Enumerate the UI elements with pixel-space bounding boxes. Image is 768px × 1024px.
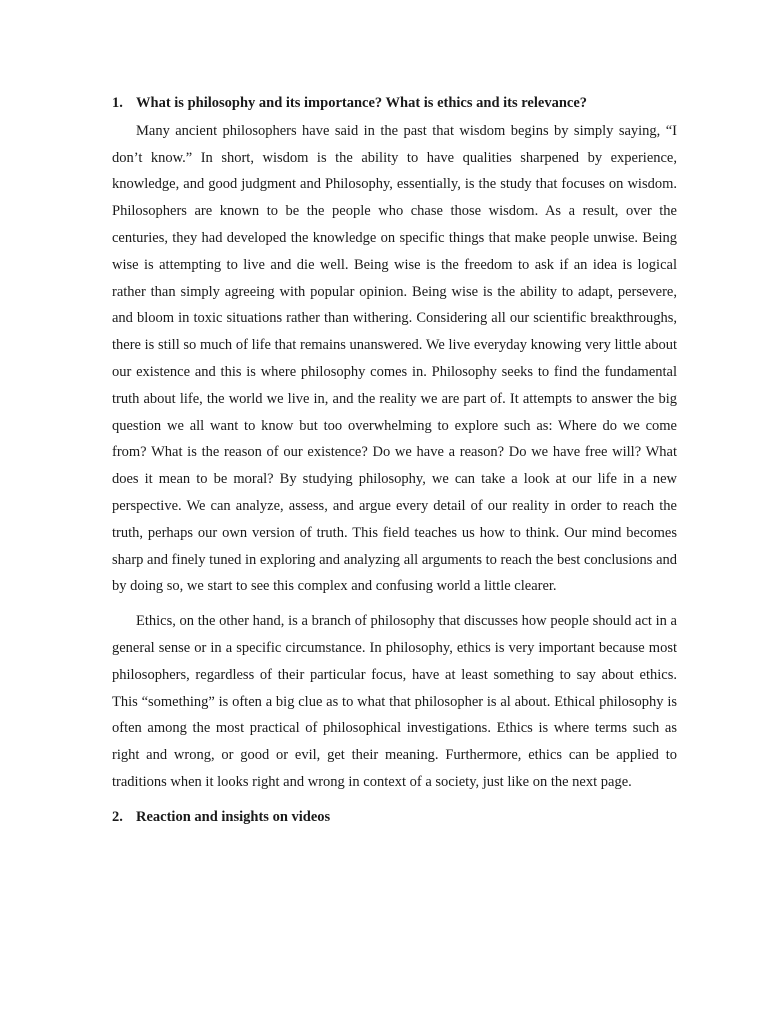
section-heading-1 [112,90,677,117]
section-heading-text-2: Reaction and insights on videos [136,808,331,825]
section-heading-text-1: What is philosophy and its importance? What is ethics and its relevance? [136,95,588,111]
paragraph-ethics: Ethics, on the other hand, is a branch of philosophy that discusses how people should act in a general sense or in a specific circumstance. In philosophy, ethics is very important because most philosophers, regardless of their particular focus, have at least something to say about ethics. This “something” is often a big clue as to what that philosopher is al about. Ethical philosophy is often among the most practical of philosophical investigations. Ethics is where terms such as right and wrong, or good or evil, get their meaning. Furthermore, ethics can be applied to traditions when it looks right and wrong in context of a society, just like on the next page. [112,613,677,790]
section-number-2: 2. [112,808,123,825]
document-body [112,90,677,831]
section-heading-2 [112,804,677,831]
paragraph-philosophy: Many ancient philosophers have said in the past that wisdom begins by simply saying, “I don’t know.” In short, wisdom is the ability to have qualities sharpened by experience, knowledge, and good judgment and Philosophy, essentially, is the study that focuses on wisdom. Philosophers are known to be the people who chase those wisdom. As a result, over the centuries, they had developed the knowledge on specific things that make people unwise. Being wise is attempting to live and die well. Being wise is the freedom to ask if an idea is logical rather than simply agreeing with popular opinion. Being wise is the ability to adapt, persevere, and bloom in toxic situations rather than withering. Considering all our scientific breakthroughs, there is still so much of life that remains unanswered. We live everyday knowing very little about our existence and this is where philosophy comes in. Philosophy seeks to find the fundamental truth about life, the world we live in, and the reality we are part of. It attempts to answer the big question we all want to know but too overwhelming to explore such as: Where do we come from? What is the reason of our existence? Do we have a reason? Do we have free will? What does it mean to be moral? By studying philosophy, we can take a look at our life in a new perspective. We can analyze, assess, and argue every detail of our reality in order to reach the truth, perhaps our own version of truth. This field teaches us how to think. Our mind becomes sharp and finely tuned in exploring and analyzing all arguments to reach the best conclusions and by doing so, we start to see this complex and confusing world a little clearer. [112,122,677,595]
section-number-1: 1. [112,95,123,111]
